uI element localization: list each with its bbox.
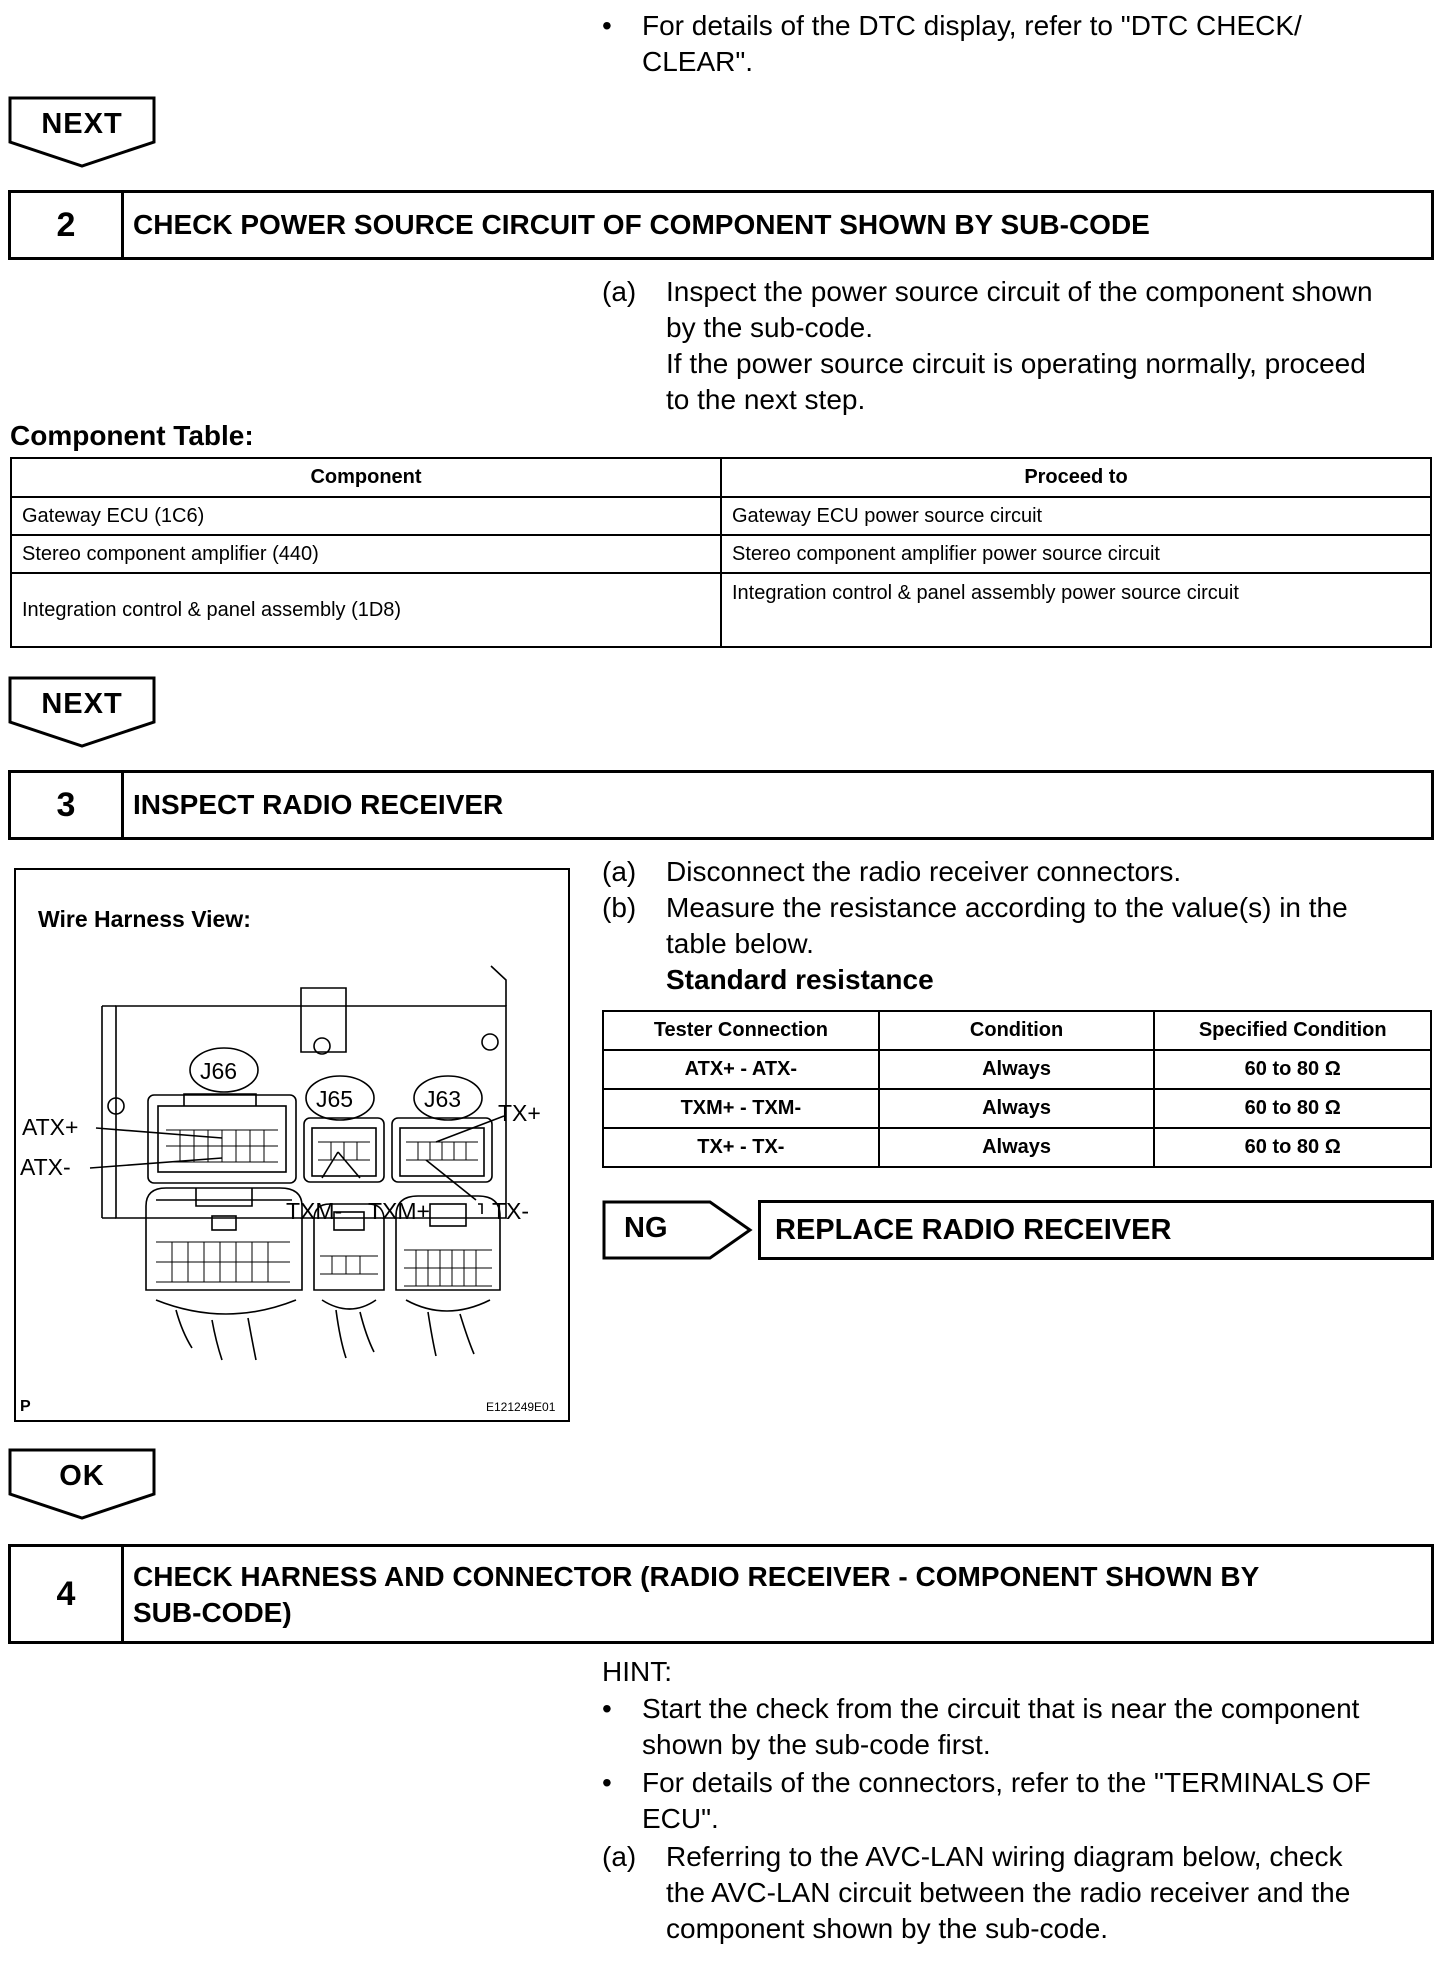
table-row [11, 497, 1431, 535]
hint-label: HINT: [602, 1656, 672, 1687]
column-header: Tester Connection [603, 1011, 879, 1050]
connector-label-j66: J66 [200, 1058, 238, 1084]
terminal-label-atx-minus: ATX- [20, 1154, 71, 1180]
table-cell: Integration control & panel assembly (1D8) [11, 573, 721, 647]
component-table-caption: Component Table: [10, 420, 254, 451]
item-line: by the sub-code. [666, 312, 874, 343]
ok-label: OK [59, 1460, 105, 1492]
ng-arrow-tag[interactable] [602, 1200, 754, 1260]
figure-title: Wire Harness View: [38, 906, 251, 932]
step-4-header [8, 1544, 1434, 1644]
terminal-label-txm-minus: TXM- [286, 1198, 343, 1224]
item-label: (b) [602, 892, 637, 923]
table-cell: Integration control & panel assembly power source circuit [721, 573, 1431, 647]
table-cell: Gateway ECU power source circuit [721, 497, 1431, 535]
table-cell: 60 to 80 Ω [1154, 1089, 1431, 1128]
table-row [603, 1050, 1431, 1089]
table-cell: TX+ - TX- [603, 1128, 879, 1167]
bullet-symbol: • [602, 10, 612, 41]
terminal-label-tx-minus: TX- [492, 1198, 530, 1224]
table-cell: ATX+ - ATX- [603, 1050, 879, 1089]
terminal-label-tx-plus: TX+ [498, 1100, 541, 1126]
item-line: component shown by the sub-code. [666, 1913, 1109, 1944]
item-line: Referring to the AVC-LAN wiring diagram below, check [666, 1841, 1343, 1872]
table-row [11, 573, 1431, 647]
column-header: Specified Condition [1154, 1011, 1431, 1050]
table-row [603, 1089, 1431, 1128]
figure-code: E121249E01 [486, 1400, 556, 1414]
item-label: (a) [602, 1841, 637, 1872]
next-arrow-tag[interactable] [8, 96, 156, 168]
bullet-line: For details of the connectors, refer to the "TERMINALS OF [642, 1767, 1371, 1798]
table-cell: TXM+ - TXM- [603, 1089, 879, 1128]
table-cell: Stereo component amplifier (440) [11, 535, 721, 573]
column-header: Condition [879, 1011, 1155, 1050]
step-title: INSPECT RADIO RECEIVER [133, 789, 504, 820]
table-cell: Gateway ECU (1C6) [11, 497, 721, 535]
bullet-symbol: • [602, 1767, 612, 1798]
table-cell: Always [879, 1089, 1155, 1128]
step-title: CHECK POWER SOURCE CIRCUIT OF COMPONENT SHOWN BY SUB-CODE [133, 209, 1150, 240]
standard-resistance-heading: Standard resistance [666, 964, 934, 995]
column-header: Proceed to [721, 458, 1431, 497]
next-arrow-tag[interactable] [8, 676, 156, 748]
bullet-line: shown by the sub-code first. [642, 1729, 991, 1760]
step-title-line: CHECK HARNESS AND CONNECTOR (RADIO RECEIVER - COMPONENT SHOWN BY [133, 1561, 1260, 1592]
replace-radio-receiver-box: REPLACE RADIO RECEIVER [758, 1200, 1434, 1260]
table-row [603, 1128, 1431, 1167]
table-cell: 60 to 80 Ω [1154, 1050, 1431, 1089]
bullet-line: ECU". [642, 1803, 719, 1834]
table-cell: Stereo component amplifier power source circuit [721, 535, 1431, 573]
item-line: to the next step. [666, 384, 866, 415]
item-line: Disconnect the radio receiver connectors. [666, 856, 1182, 887]
item-line: Inspect the power source circuit of the component shown [666, 276, 1373, 307]
wire-harness-figure [14, 868, 570, 1422]
resistance-table [602, 1010, 1432, 1168]
item-label: (a) [602, 856, 637, 887]
terminal-label-atx-plus: ATX+ [22, 1114, 79, 1140]
item-line: Measure the resistance according to the value(s) in the [666, 892, 1348, 923]
radio-receiver-connector-drawing [16, 870, 568, 1420]
step-number: 4 [11, 1547, 124, 1641]
component-table [10, 457, 1432, 648]
note-line: CLEAR". [642, 46, 754, 77]
bullet-symbol: • [602, 1693, 612, 1724]
item-line: the AVC-LAN circuit between the radio receiver and the [666, 1877, 1351, 1908]
step-title-line: SUB-CODE) [133, 1597, 292, 1628]
figure-corner-letter: P [20, 1398, 31, 1415]
terminal-label-txm-plus: TXM+ [368, 1198, 430, 1224]
item-line: table below. [666, 928, 814, 959]
step-2-header [8, 190, 1434, 260]
item-label: (a) [602, 276, 637, 307]
next-label: NEXT [41, 688, 123, 720]
connector-label-j63: J63 [424, 1086, 462, 1112]
table-cell: Always [879, 1050, 1155, 1089]
step-number: 2 [11, 193, 124, 257]
table-row [11, 535, 1431, 573]
ng-label: NG [624, 1212, 668, 1244]
next-label: NEXT [41, 108, 123, 140]
item-line: If the power source circuit is operating normally, proceed [666, 348, 1366, 379]
table-cell: 60 to 80 Ω [1154, 1128, 1431, 1167]
note-line: For details of the DTC display, refer to "DTC CHECK/ [642, 10, 1302, 41]
step-3-header [8, 770, 1434, 840]
bullet-line: Start the check from the circuit that is near the component [642, 1693, 1360, 1724]
connector-label-j65: J65 [316, 1086, 354, 1112]
table-cell: Always [879, 1128, 1155, 1167]
ok-arrow-tag[interactable] [8, 1448, 156, 1520]
step-number: 3 [11, 773, 124, 837]
column-header: Component [11, 458, 721, 497]
